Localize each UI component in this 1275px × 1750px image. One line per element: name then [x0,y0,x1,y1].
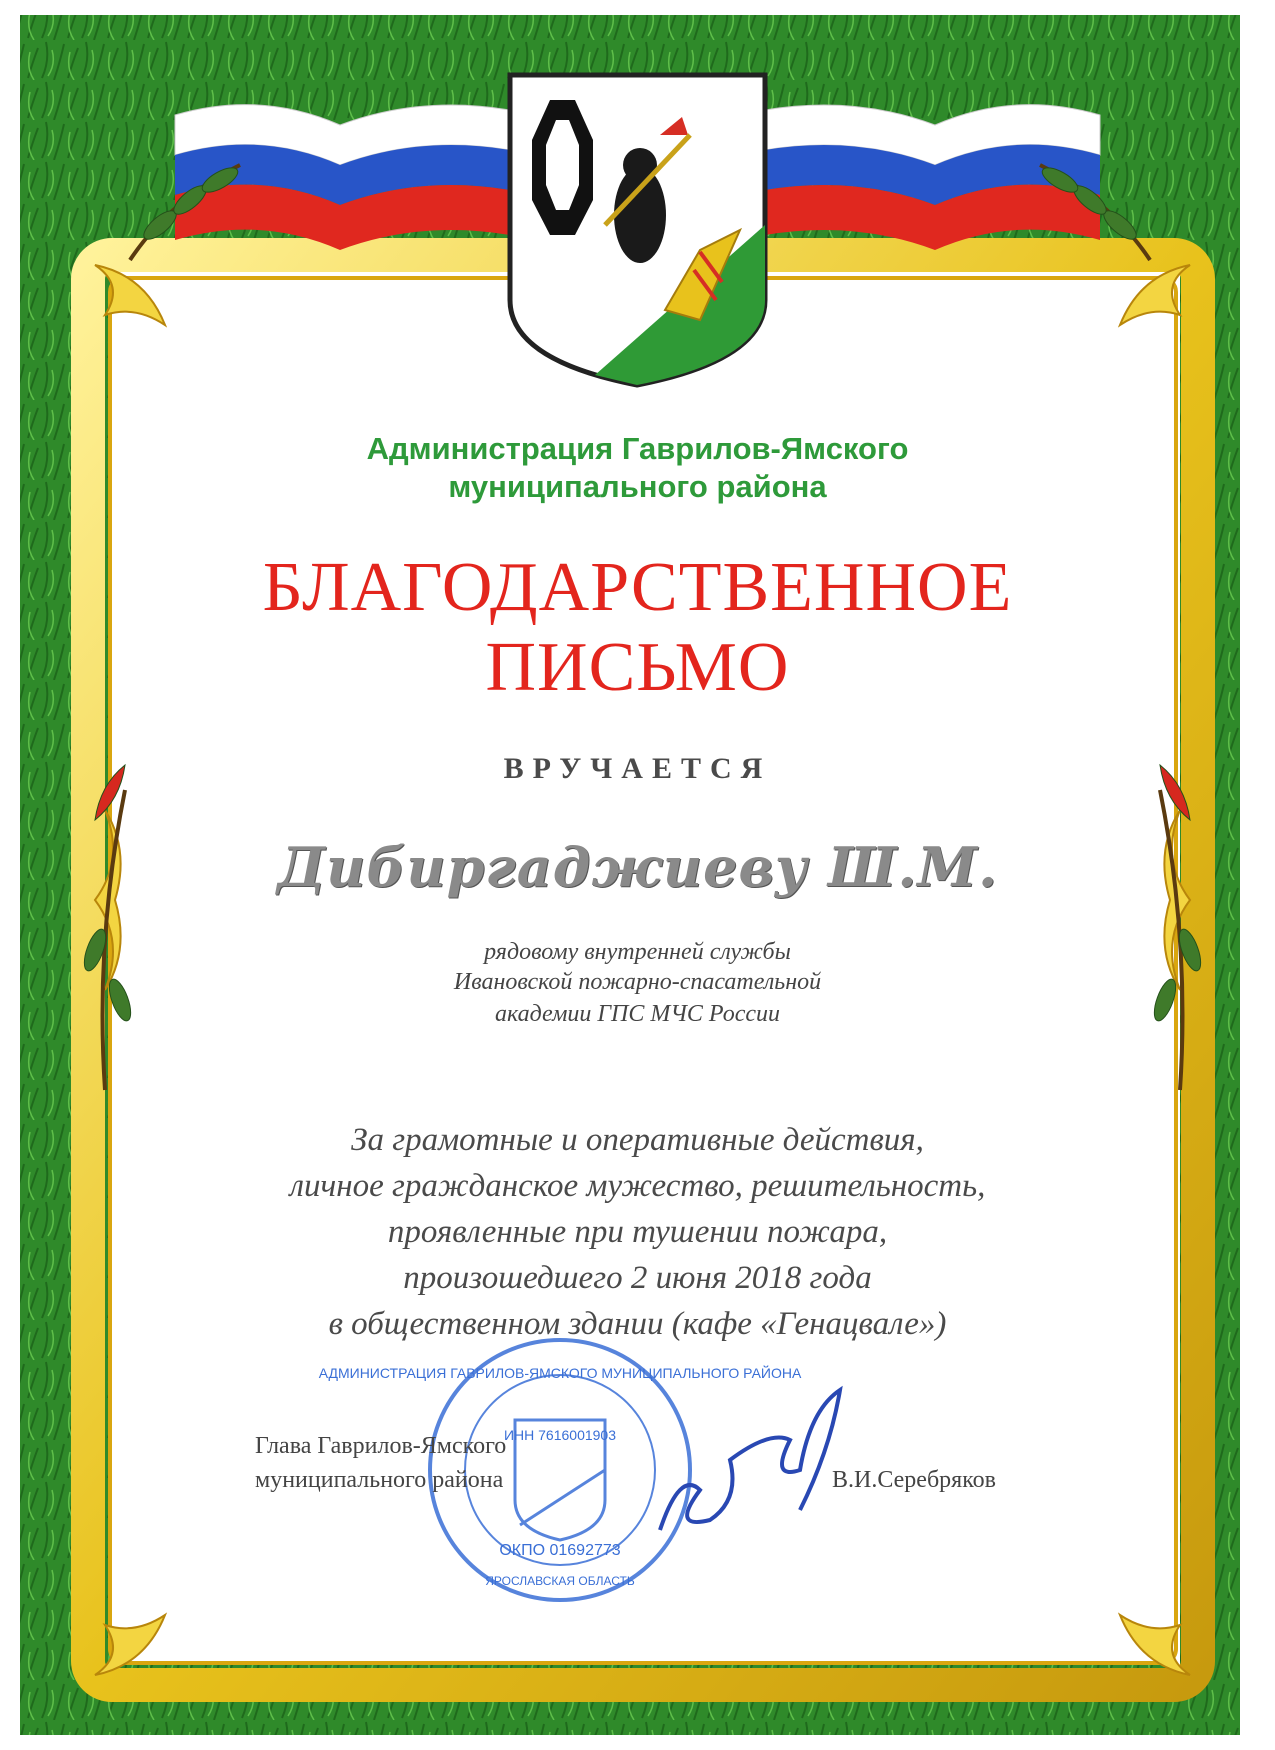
reason-line-1: За грамотные и оперативные действия, [351,1122,924,1158]
reason-line-5: в общественном здании (кафе «Генацвале») [328,1306,947,1342]
recipient-position-line-2: Ивановской пожарно-спасательной [453,969,822,995]
recipient-position-line-1: рядовому внутренней службы [484,939,791,965]
signer-title-line-2: муниципального района [255,1467,504,1493]
document-title-line-2: ПИСЬМО [485,629,790,706]
recipient-name: Дибиргаджиеву Ш.М. [277,835,998,899]
stamp-region: ЯРОСЛАВСКАЯ ОБЛАСТЬ [485,1574,635,1588]
stamp-okpo: ОКПО 01692773 [499,1542,621,1559]
signer-title-line-1: Глава Гаврилов-Ямского [255,1433,507,1459]
reason-line-3: проявленные при тушении пожара, [387,1214,888,1250]
recipient-position-line-3: академии ГПС МЧС России [494,1001,781,1027]
stamp-outer-text: АДМИНИСТРАЦИЯ ГАВРИЛОВ-ЯМСКОГО МУНИЦИПАЛЬНОГО РАЙОНА [318,1365,802,1381]
document-title-line-1: БЛАГОДАРСТВЕННОЕ [262,549,1013,626]
signer-name: В.И.Серебряков [832,1467,996,1493]
administration-line-2: муниципального района [448,469,827,504]
awarded-label: ВРУЧАЕТСЯ [503,752,772,785]
reason-line-4: произошедшего 2 июня 2018 года [403,1260,872,1296]
reason-line-2: личное гражданское мужество, решительность, [289,1168,986,1204]
administration-line-1: Администрация Гаврилов-Ямского [366,431,909,466]
stamp-inn: ИНН 7616001903 [503,1427,617,1443]
